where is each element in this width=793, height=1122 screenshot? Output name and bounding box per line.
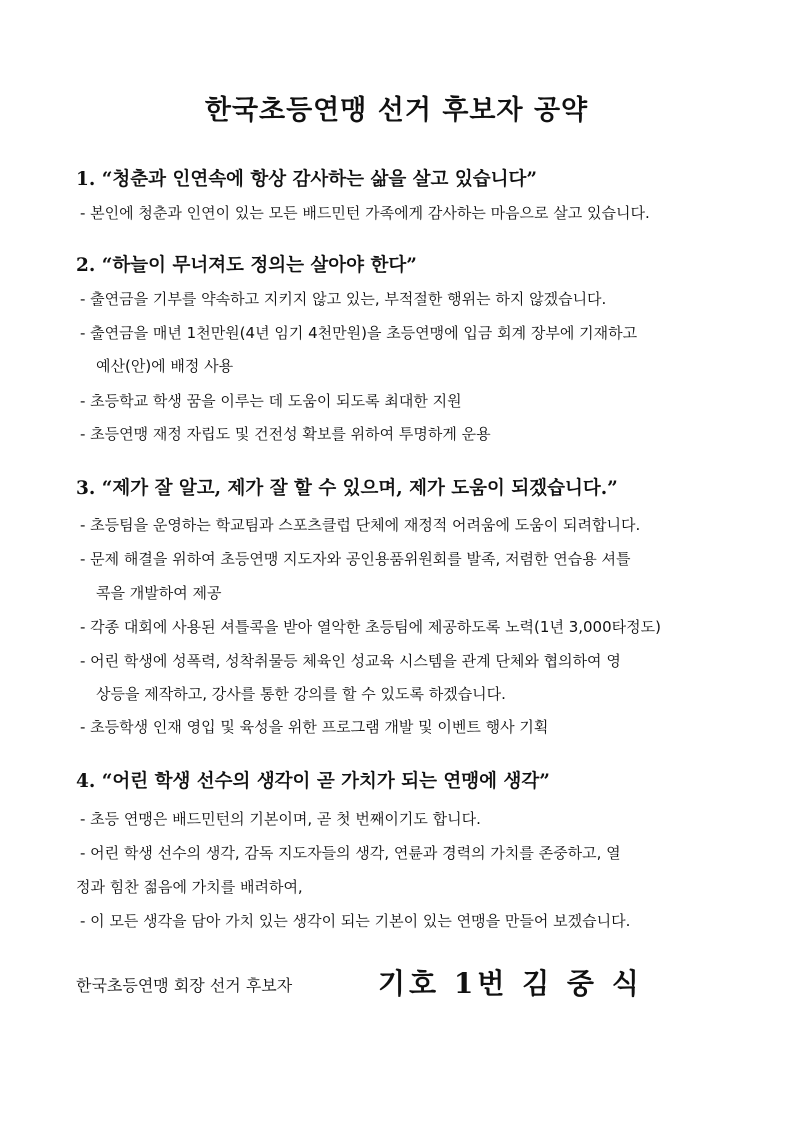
section-3-item-2-continued: 콕을 개발하여 제공 bbox=[96, 584, 222, 602]
section-4-heading: 4. “어린 학생 선수의 생각이 곧 가치가 되는 연맹에 생각” bbox=[76, 771, 550, 792]
section-1-item-1: - 본인에 청춘과 인연이 있는 모든 배드민턴 가족에게 감사하는 마음으로 살고 있습니다. bbox=[80, 204, 650, 222]
section-3-item-3: - 각종 대회에 사용된 셔틀콕을 받아 열악한 초등팀에 제공하도록 노력(1년 3,000타정도) bbox=[80, 618, 661, 636]
section-3-item-4: - 어린 학생에 성폭력, 성착취물등 체육인 성교육 시스템을 관계 단체와 협의하여 영 bbox=[80, 652, 621, 670]
section-3-item-1: - 초등팀을 운영하는 학교팀과 스포츠클럽 단체에 재정적 어려움에 도움이 되려합니다. bbox=[80, 516, 641, 534]
section-2-item-1: - 출연금을 기부를 약속하고 지키지 않고 있는, 부적절한 행위는 하지 않겠습니다. bbox=[80, 290, 607, 308]
section-2-heading: 2. “하늘이 무너져도 정의는 살아야 한다” bbox=[76, 255, 417, 276]
document-title: 한국초등연맹 선거 후보자 공약 bbox=[204, 95, 589, 126]
section-2-item-3: - 초등학교 학생 꿈을 이루는 데 도움이 되도록 최대한 지원 bbox=[80, 392, 462, 410]
section-1-heading: 1. “청춘과 인연속에 항상 감사하는 삶을 살고 있습니다” bbox=[76, 169, 537, 190]
footer-election-label: 한국초등연맹 회장 선거 후보자 bbox=[76, 976, 293, 995]
footer-candidate-name: 기호 1번 김 중 식 bbox=[378, 967, 643, 1000]
section-4-item-2: - 어린 학생 선수의 생각, 감독 지도자들의 생각, 연륜과 경력의 가치를 존중하고, 열 bbox=[80, 844, 621, 862]
section-2-item-2: - 출연금을 매년 1천만원(4년 임기 4천만원)을 초등연맹에 입금 회계 장부에 기재하고 bbox=[80, 324, 638, 342]
section-3-heading: 3. “제가 잘 알고, 제가 잘 할 수 있으며, 제가 도움이 되겠습니다.” bbox=[76, 478, 618, 499]
section-3-item-2: - 문제 해결을 위하여 초등연맹 지도자와 공인용품위원회를 발족, 저렴한 연습용 셔틀 bbox=[80, 550, 631, 568]
section-3-item-5: - 초등학생 인재 영입 및 육성을 위한 프로그램 개발 및 이벤트 행사 기획 bbox=[80, 718, 549, 736]
section-2-item-4: - 초등연맹 재정 자립도 및 건전성 확보를 위하여 투명하게 운용 bbox=[80, 425, 491, 443]
section-3-item-4-continued: 상등을 제작하고, 강사를 통한 강의를 할 수 있도록 하겠습니다. bbox=[96, 685, 506, 703]
section-4-item-2-continued: 정과 힘찬 젊음에 가치를 배려하여, bbox=[76, 878, 303, 896]
section-4-item-1: - 초등 연맹은 배드민턴의 기본이며, 곧 첫 번째이기도 합니다. bbox=[80, 810, 481, 828]
section-2-item-2-continued: 예산(안)에 배정 사용 bbox=[96, 357, 234, 375]
section-4-item-3: - 이 모든 생각을 담아 가치 있는 생각이 되는 기본이 있는 연맹을 만들어 보겠습니다. bbox=[80, 912, 631, 930]
